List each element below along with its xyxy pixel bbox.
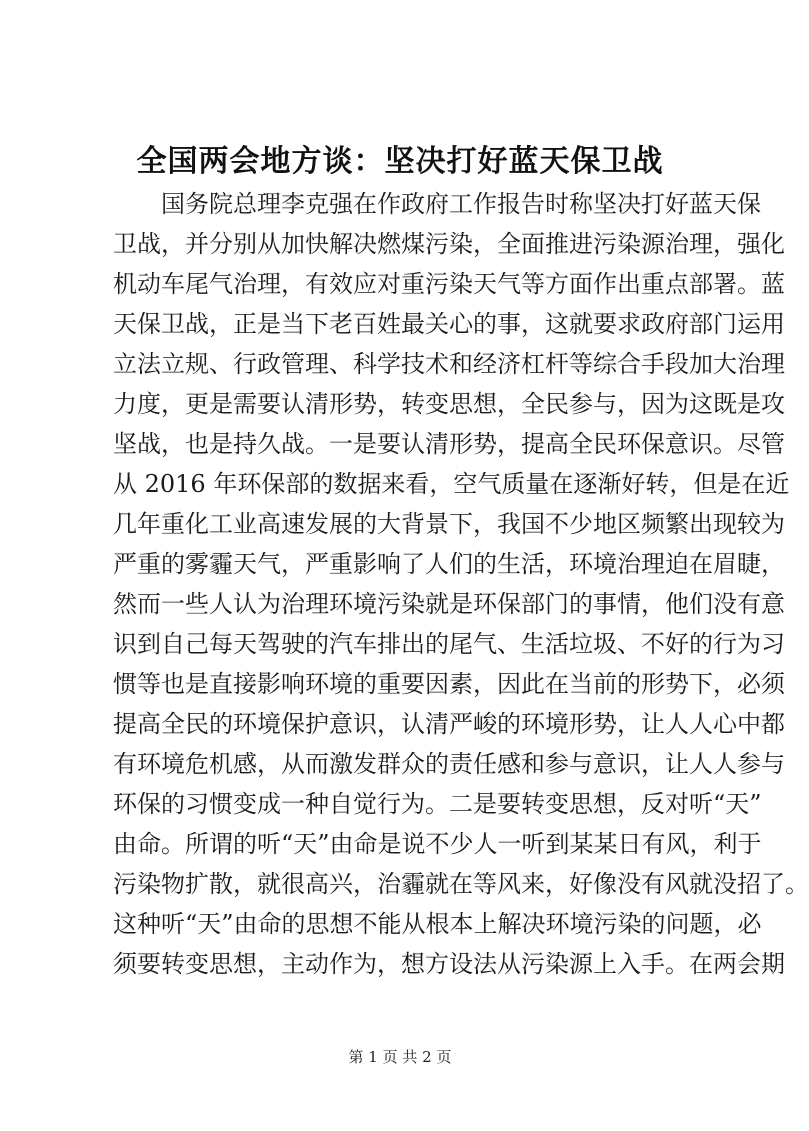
body-line: 严重的雾霾天气，严重影响了人们的生活，环境治理迫在眉睫， — [113, 550, 785, 578]
body-line: 卫战，并分别从加快解决燃煤污染，全面推进污染源治理，强化 — [113, 230, 785, 258]
body-line: 惯等也是直接影响环境的重要因素，因此在当前的形势下，必须 — [113, 670, 785, 698]
body-line: 识到自己每天驾驶的汽车排出的尾气、生活垃圾、不好的行为习 — [113, 630, 785, 658]
body-line: 机动车尾气治理，有效应对重污染天气等方面作出重点部署。蓝 — [113, 270, 785, 298]
body-line: 有环境危机感，从而激发群众的责任感和参与意识，让人人参与 — [113, 750, 785, 778]
body-line: 坚战，也是持久战。一是要认清形势，提高全民环保意识。尽管 — [113, 430, 785, 458]
body-line: 天保卫战，正是当下老百姓最关心的事，这就要求政府部门运用 — [113, 310, 785, 338]
body-line: 然而一些人认为治理环境污染就是环保部门的事情，他们没有意 — [113, 590, 785, 618]
document-body — [113, 184, 809, 984]
body-line: 环保的习惯变成一种自觉行为。二是要转变思想，反对听“天” — [113, 790, 762, 818]
body-line: 力度，更是需要认清形势，转变思想，全民参与，因为这既是攻 — [113, 390, 785, 418]
document-title: 全国两会地方谈：坚决打好蓝天保卫战 — [136, 144, 664, 179]
body-line: 须要转变思想，主动作为，想方设法从污染源上入手。在两会期 — [113, 950, 785, 978]
body-line: 从 2016 年环保部的数据来看，空气质量在逐渐好转，但是在近 — [113, 470, 790, 498]
body-line: 这种听“天”由命的思想不能从根本上解决环境污染的问题，必 — [113, 910, 762, 938]
body-line: 提高全民的环境保护意识，认清严峻的环境形势，让人人心中都 — [113, 710, 785, 738]
body-line: 由命。所谓的听“天”由命是说不少人一听到某某日有风，利于 — [113, 830, 762, 858]
body-line: 国务院总理李克强在作政府工作报告时称坚决打好蓝天保 — [113, 190, 761, 218]
page-number-footer: 第 1 页 共 2 页 — [348, 1048, 452, 1066]
body-line: 污染物扩散，就很高兴，治霾就在等风来，好像没有风就没招了。 — [113, 870, 809, 898]
body-line: 几年重化工业高速发展的大背景下，我国不少地区频繁出现较为 — [113, 510, 785, 538]
body-line: 立法立规、行政管理、科学技术和经济杠杆等综合手段加大治理 — [113, 350, 785, 378]
